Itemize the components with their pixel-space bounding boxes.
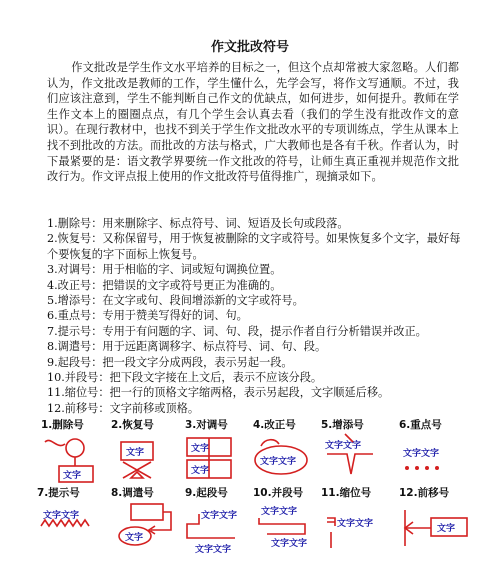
sample-text: 文字文字 — [271, 539, 308, 549]
symbol-label: 2.恢复号 — [111, 419, 154, 431]
symbol-label: 12.前移号 — [399, 487, 450, 499]
symbol-merge — [253, 486, 307, 549]
list-item: 3.对调号：用于相临的字、词或短句调换位置。 — [47, 263, 282, 277]
symbol-label: 8.调遣号 — [111, 487, 154, 499]
symbol-label: 4.改正号 — [253, 419, 296, 431]
sample-text: 文字文字 — [325, 441, 362, 451]
list-item: 2.恢复号：又称保留号，用于恢复被删除的文字或符号。如果恢复多个文字，最好每个要恢复的字下面标上恢复号。 — [47, 232, 461, 261]
sample-text: 文字 — [125, 533, 144, 543]
symbol-swap — [185, 418, 231, 478]
indent-mark — [327, 518, 335, 526]
list-item: 10.并段号：把下段文字接在上文后，表示不应该分段。 — [47, 371, 323, 385]
symbol-label: 11.缩位号 — [321, 487, 372, 499]
emphasis-dot — [425, 466, 429, 470]
sample-text: 文字文字 — [195, 545, 232, 555]
emphasis-dot — [415, 466, 419, 470]
intro-text: 作文批改是学生作文水平培养的目标之一，但这个点却常被大家忽略。人们都认为，作文批改是教师的工作，学生懂什么，先学会写，将作文写通顺。不过，我们应该注意到，学生不能判断自己作文的优缺点，如何进步，如何提升。教师在学生作文本上的圈圈点点，有几个学生会认真去看（我们的学生没有批改作文的意识）。在现行教材中，也找不到关于学生作文批改水平的专项训练点，学生从课本上找不到批改的方法。而批改的方法与格式，广大教师也是各有千秋。作者认为，时下最紧要的是：语文教学界要统一作文批改的符号，让师生真正重视并规范作文批改行为。作文评点报上使用的作文批改符号值得推广，现摘录如下。 — [47, 61, 459, 184]
symbol-label: 5.增添号 — [321, 419, 364, 431]
symbol-label: 7.提示号 — [37, 487, 80, 499]
symbol-restore — [111, 418, 154, 478]
emphasis-dot — [405, 466, 409, 470]
intro-paragraph — [47, 60, 459, 185]
delete-circle — [66, 439, 84, 457]
insert-caret — [327, 454, 373, 474]
list-item: 1.删除号：用来删除字、标点符号、词、短语及长句或段落。 — [47, 217, 349, 230]
list-item: 9.起段号：把一段文字分成两段，表示另起一段。 — [47, 355, 293, 369]
symbol-label: 6.重点号 — [399, 419, 442, 431]
list-item: 11.缩位号：把一行的顶格文字缩两格，表示另起段，文字顺延后移。 — [47, 386, 390, 400]
emphasis-dot — [435, 466, 439, 470]
list-item: 5.增添号：在文字或句、段间增添新的文字或符号。 — [47, 294, 304, 308]
sample-text: 文字文字 — [201, 511, 238, 521]
symbol-label: 1.删除号 — [41, 419, 84, 431]
correct-hook — [261, 440, 279, 446]
symbol-shift-left — [399, 486, 467, 546]
delete-stroke — [45, 440, 65, 445]
symbol-diagram — [35, 414, 475, 559]
list-item: 7.提示号：专用于有问题的字、词、句、段，提示作者自行分析错误并改正。 — [47, 324, 427, 338]
symbol-insert — [321, 418, 373, 474]
sample-text: 文字 — [437, 524, 456, 534]
sample-text: 文字 — [191, 466, 210, 476]
page-title: 作文批改符号 — [210, 40, 289, 55]
symbol-delete — [41, 418, 93, 482]
symbol-indent — [321, 486, 373, 548]
sample-text: 文字文字 — [403, 449, 440, 459]
symbol-label: 3.对调号 — [185, 419, 228, 431]
list-item: 8.调遣号：用于远距离调移字、标点符号、词、句、段。 — [47, 340, 327, 354]
move-box-top — [131, 504, 163, 520]
sample-text: 文字文字 — [261, 507, 298, 517]
symbol-list — [47, 216, 467, 416]
sample-text: 文字 — [63, 471, 82, 481]
sample-text: 文字文字 — [337, 519, 374, 529]
symbol-label: 10.并段号 — [253, 487, 304, 499]
sample-text: 文字 — [126, 448, 145, 458]
sample-text: 文字文字 — [260, 457, 297, 467]
sample-text: 文字 — [191, 444, 210, 454]
symbol-move — [111, 486, 171, 545]
list-item: 12.前移号：文字前移或顶格。 — [47, 401, 200, 415]
merge-line — [259, 518, 305, 534]
sample-text: 文字文字 — [43, 511, 80, 521]
list-item: 4.改正号：把错误的文字或符号更正为准确的。 — [47, 278, 282, 292]
symbol-label: 9.起段号 — [185, 487, 228, 499]
symbol-new-paragraph — [185, 486, 237, 555]
symbol-hint — [37, 486, 89, 526]
list-item: 6.重点号：专用于赞美写得好的词、句。 — [47, 309, 248, 323]
symbol-correct — [253, 418, 307, 474]
symbol-emphasis — [399, 418, 442, 470]
